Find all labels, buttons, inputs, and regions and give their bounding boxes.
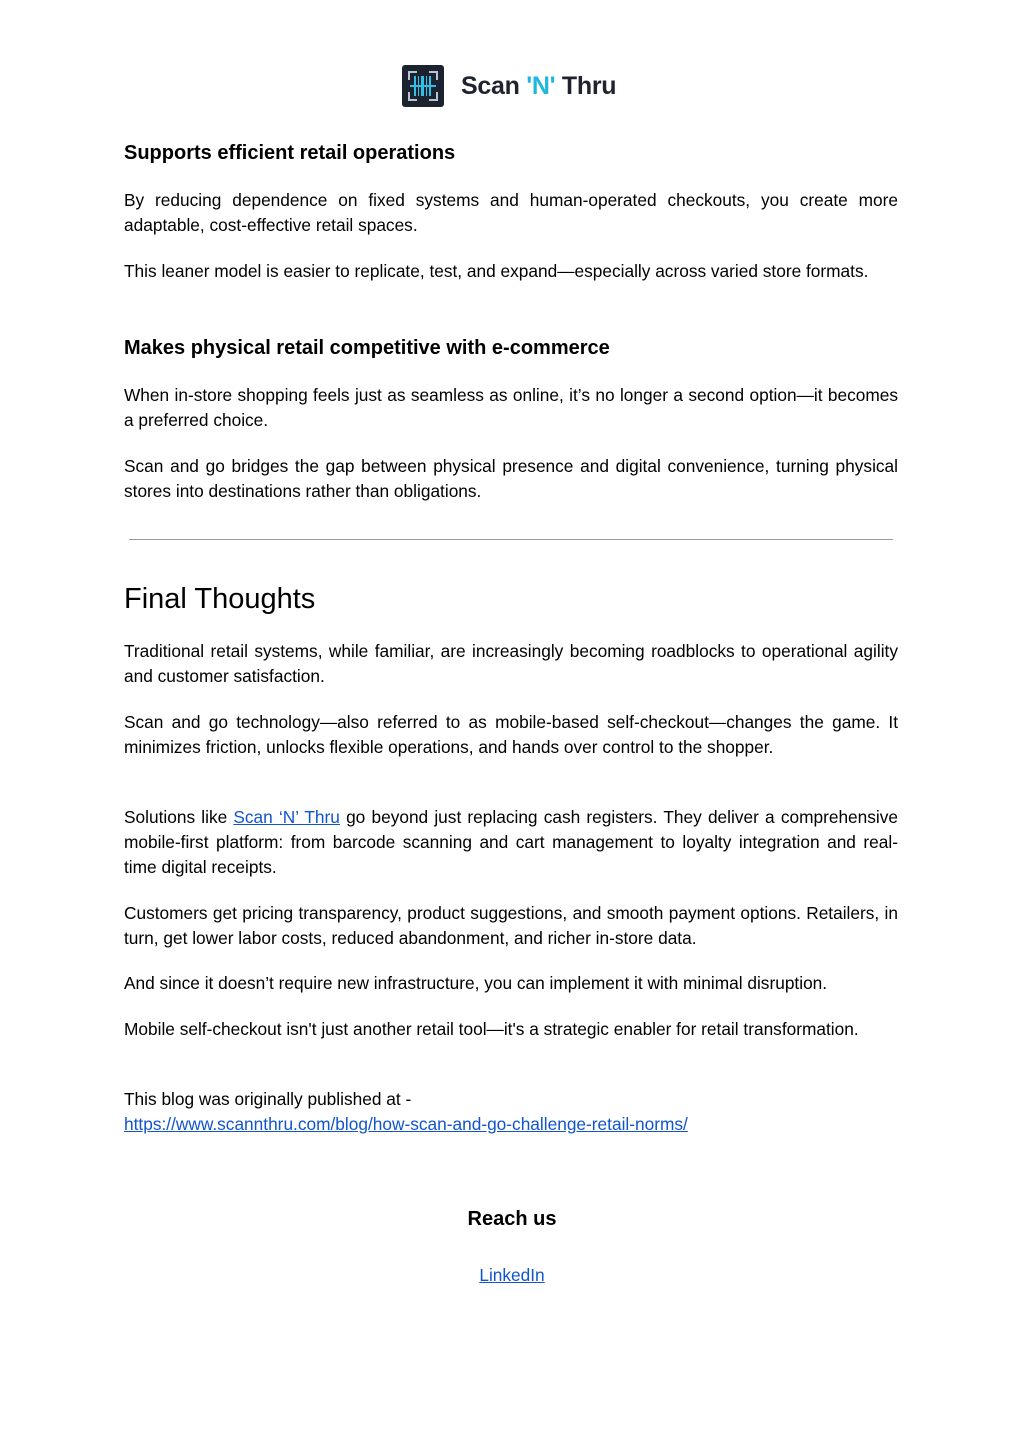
linkedin-row [0,1263,1024,1287]
section-heading-competitive: Makes physical retail competitive with e-commerce [124,337,610,359]
section-heading-efficient-operations: Supports efficient retail operations [124,142,456,164]
linkedin-link[interactable]: LinkedIn [479,1265,545,1285]
paragraph: This leaner model is easier to replicate, test, and expand—especially across varied store formats. [124,261,869,281]
paragraph-solutions: Solutions like Scan ‘N’ Thru go beyond just replacing cash registers. They deliver a comprehensive mobile-first platform: from barcode scanning and cart management to loyalty integration and real-time digital receipts. [124,807,899,877]
paragraph: Scan and go bridges the gap between physical presence and digital convenience, turning physical stores into destinations rather than obligations. [124,456,898,501]
paragraph: When in-store shopping feels just as seamless as online, it’s no longer a second option—it becomes a preferred choice. [124,385,898,430]
paragraph: Scan and go technology—also referred to as mobile-based self-checkout—changes the game. It minimizes friction, unlocks flexible operations, and hands over control to the shopper. [124,712,898,757]
paragraph: Customers get pricing transparency, product suggestions, and smooth payment options. Retailers, in turn, get lower labor costs, reduced abandonment, and richer in-store data. [124,903,898,948]
brand-logo [402,65,616,107]
horizontal-divider [129,539,893,540]
reach-us-heading: Reach us [467,1208,557,1230]
paragraph: Traditional retail systems, while familiar, are increasingly becoming roadblocks to operational agility and customer satisfaction. [124,641,898,686]
scan-n-thru-link[interactable]: Scan ‘N’ Thru [233,807,340,827]
origin-url-link[interactable]: https://www.scannthru.com/blog/how-scan-and-go-challenge-retail-norms/ [124,1114,688,1134]
paragraph: By reducing dependence on fixed systems and human-operated checkouts, you create more adaptable, cost-effective retail spaces. [124,190,898,235]
paragraph: And since it doesn’t require new infrastructure, you can implement it with minimal disruption. [124,973,828,993]
section-title-final-thoughts: Final Thoughts [124,583,316,615]
barcode-scan-icon [402,65,444,107]
origin-note [124,1087,898,1137]
brand-name: Scan 'N' Thru [461,71,617,100]
paragraph: Mobile self-checkout isn't just another retail tool—it's a strategic enabler for retail transformation. [124,1019,859,1039]
origin-label: This blog was originally published at - [124,1089,412,1109]
